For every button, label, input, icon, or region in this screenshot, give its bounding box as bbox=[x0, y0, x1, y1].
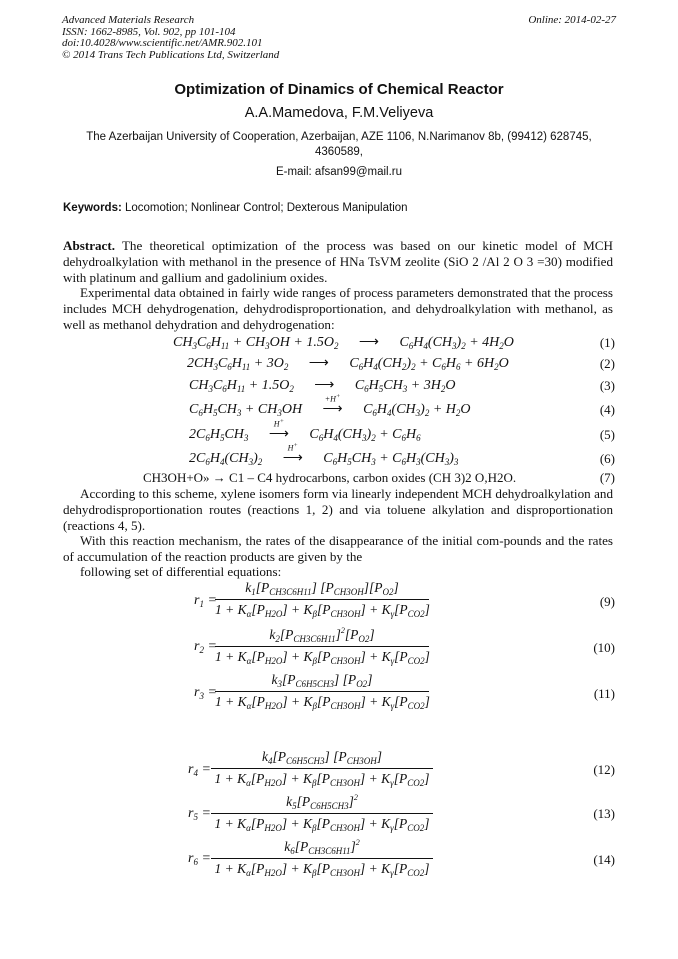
rate-label-r3: $r_3$ = bbox=[194, 685, 217, 701]
rate-equation-10: $k_2[P_{CH3C6H11}]^2[P_{O2}]$ $1 + K_\alpha[P_{H2O}] + K_\beta[P_{CH3OH}] + K_\gamma[P_{CO2}]$ bbox=[215, 626, 430, 666]
equation-number: (9) bbox=[599, 594, 615, 609]
rate-label-r5: $r_5$ = bbox=[188, 806, 211, 822]
equation-number: (13) bbox=[593, 806, 615, 821]
journal-name: Advanced Materials Research bbox=[62, 14, 195, 26]
abstract-paragraph-3: According to this scheme, xylene isomers form via linearly independent MCH dehydroalkylation and dehydrodisproportionation routes (reactions 1, 2) and via toluene alkylation and disproportionation (reactions 4, 5). bbox=[63, 486, 613, 533]
abstract-paragraph-4: With this reaction mechanism, the rates of the disappearance of the initial com-pounds and the rates of accumulation of the reaction products are given by the bbox=[63, 533, 613, 564]
rate-equation-9: $k_1[P_{CH3C6H11}]$ $[P_{CH3OH}][P_{O2}]$ $1 + K_\alpha[P_{H2O}] + K_\beta[P_{CH3OH}] + K_\gamma[P_{CO2}]$ bbox=[215, 580, 430, 619]
equation-3: $CH_3C_6H_{11} + 1.5O_2$ ⟶ $C_6H_5CH_3 + 3H_2O$ bbox=[189, 378, 456, 394]
equation-number: (3) bbox=[599, 378, 615, 393]
equation-number: (5) bbox=[599, 427, 615, 442]
abstract-paragraph-5: following set of differential equations: bbox=[80, 564, 282, 579]
rate-equation-13: $k_5[P_{C6H5CH3}]^2$ $1 + K_\alpha[P_{H2O}] + K_\beta[P_{CH3OH}] + K_\gamma[P_{CO2}]$ bbox=[211, 793, 433, 833]
rate-equation-14: $k_6[P_{CH3C6H11}]^2$ $1 + K_\alpha[P_{H2O}] + K_\beta[P_{CH3OH}] + K_\gamma[P_{CO2}]$ bbox=[211, 838, 433, 878]
equation-5: $2C_6H_5CH_3$ H+ ⟶ $C_6H_4(CH_3)_2 + C_6H_6$ bbox=[189, 418, 421, 443]
keywords-label: Keywords: bbox=[63, 202, 122, 214]
keywords bbox=[63, 202, 408, 214]
authors: A.A.Mamedova, F.M.Veliyeva bbox=[244, 105, 434, 121]
copyright: © 2014 Trans Tech Publications Ltd, Switzerland bbox=[62, 48, 280, 61]
equation-6: $2C_6H_4(CH_3)_2$ H+ ⟶ $C_6H_5CH_3 + C_6H_3(CH_3)_3$ bbox=[189, 442, 459, 467]
abstract-paragraph-2: Experimental data obtained in fairly wide ranges of process parameters demonstrated that the process includes MCH dehydrogenation, dehydrodisproportionation, and dehydroalkylation with methanol, as well as methanol dehydration and dehydrogenation: bbox=[63, 285, 613, 332]
affiliation: The Azerbaijan University of Cooperation, Azerbaijan, AZE 1106, N.Narimanov 8b, (99412) 628745, 4360589, bbox=[86, 131, 592, 158]
equation-number: (1) bbox=[599, 335, 615, 350]
abstract-paragraph-1 bbox=[63, 238, 613, 285]
equation-number: (10) bbox=[593, 640, 615, 655]
email: E-mail: afsan99@mail.ru bbox=[275, 166, 403, 178]
equation-number: (2) bbox=[599, 356, 615, 371]
equation-2: $2CH_3C_6H_{11} + 3O_2$ ⟶ $C_6H_4(CH_2)_2 + C_6H_6 + 6H_2O$ bbox=[187, 356, 509, 372]
rate-label-r6: $r_6$ = bbox=[188, 851, 211, 867]
equation-number: (6) bbox=[599, 451, 615, 466]
equation-number: (14) bbox=[593, 852, 615, 867]
equation-number: (4) bbox=[599, 402, 615, 417]
online-date: Online: 2014-02-27 bbox=[528, 14, 616, 26]
rate-label-r2: $r_2$ = bbox=[194, 639, 217, 655]
equation-number: (11) bbox=[593, 686, 615, 701]
equation-1: $CH_3C_6H_{11} + CH_3OH + 1.5O_2$ ⟶ $C_6H_4(CH_3)_2 + 4H_2O$ bbox=[173, 335, 514, 351]
rate-equation-12: $k_4[P_{C6H5CH3}]$ $[P_{CH3OH}]$ $1 + K_\alpha[P_{H2O}] + K_\beta[P_{CH3OH}] + K_\gamma[P_{CO2}]$ bbox=[211, 749, 433, 788]
rate-equation-11: $k_3[P_{C6H5CH3}]$ $[P_{O2}]$ $1 + K_\alpha[P_{H2O}] + K_\beta[P_{CH3OH}] + K_\gamma[P_{CO2}]$ bbox=[215, 672, 430, 711]
doi: doi:10.4028/www.scientific.net/AMR.902.101 bbox=[62, 37, 263, 49]
equation-number: (12) bbox=[593, 762, 615, 777]
paper-title: Optimization of Dinamics of Chemical Reactor bbox=[174, 81, 504, 98]
keywords-text: Locomotion; Nonlinear Control; Dexterous Manipulation bbox=[125, 202, 408, 214]
equation-7: CH3OH+O» → C1 – C4 hydrocarbons, carbon oxides (CH 3)2 O,H2O. bbox=[143, 470, 517, 485]
rate-label-r1: $r_1$ = bbox=[194, 593, 217, 609]
journal-header bbox=[62, 15, 279, 61]
issn: ISSN: 1662-8985, Vol. 902, pp 101-104 bbox=[62, 25, 236, 38]
abstract-label: Abstract. bbox=[63, 238, 115, 253]
abstract-text-1: The theoretical optimization of the process was based on our kinetic model of MCH dehydroalkylation with methanol in the presence of HNa TsVM zeolite (SiO 2 /Al 2 O 3 =30) modified with platinum and gallium and gadolinium oxides. bbox=[63, 238, 613, 285]
equation-number: (7) bbox=[599, 470, 615, 485]
rate-label-r4: $r_4$ = bbox=[188, 762, 211, 778]
equation-4: $C_6H_5CH_3 + CH_3OH$ +H+ ⟶ $C_6H_4(CH_3)_2 + H_2O$ bbox=[189, 393, 471, 418]
